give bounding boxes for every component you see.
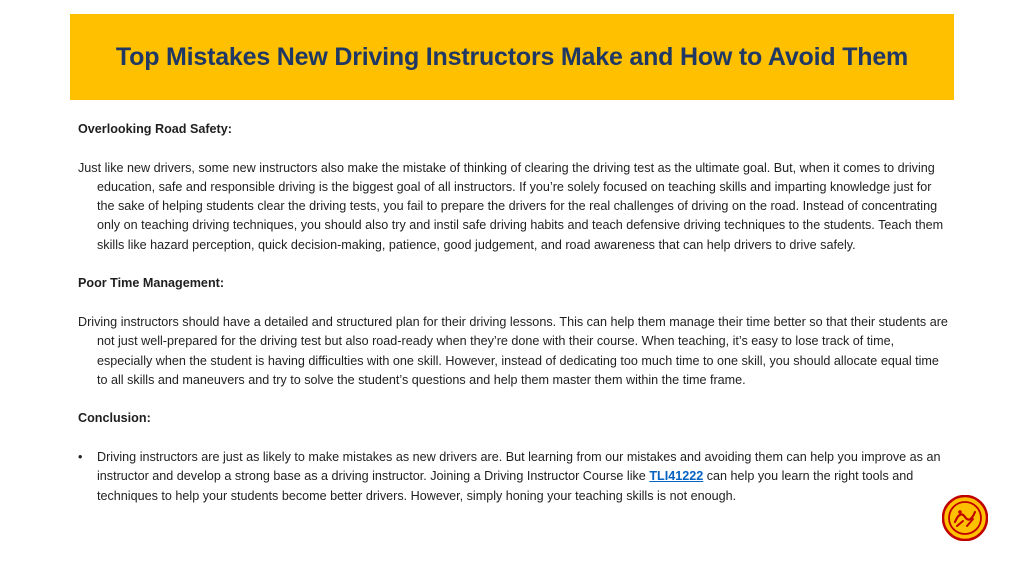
section-heading-road-safety: Overlooking Road Safety: xyxy=(78,122,232,136)
section-body-road-safety: Just like new drivers, some new instructors also make the mistake of thinking of clearing the driving test as the ultimate goal. But, when it comes to driving education, safe and responsible driving is the biggest goal of all instructors. If you’re solely focused on teaching skills and imparting knowledge just for the sake of helping students clear the driving tests, you fail to prepare the drivers for the real challenges of driving on the road. Instead of concentrating only on teaching driving techniques, you should also try and instil safe driving habits and teach defensive driving techniques to the students. Teach them skills like hazard perception, quick decision-making, patience, good judgement, and road awareness that can help drivers to drive safely. xyxy=(78,160,944,252)
slide-title: Top Mistakes New Driving Instructors Make and How to Avoid Them xyxy=(115,42,909,71)
driving-school-logo-icon xyxy=(942,495,988,541)
conclusion-text-after-link: can help you learn the right tools and techniques to help your students become better drivers. However, simply honing your teaching skills is not enough. xyxy=(97,469,914,503)
course-link[interactable]: TLI41222 xyxy=(649,469,704,484)
conclusion-bullet-item xyxy=(78,448,948,506)
conclusion-text-before-link: Driving instructors are just as likely to make mistakes as new drivers are. But learning from our mistakes and avoiding them can help you improve as an instructor and develop a strong base as a driving instructor. Joining a Driving Instructor Course like xyxy=(97,450,941,484)
title-banner xyxy=(70,14,954,100)
bullet-marker: • xyxy=(78,450,83,465)
section-body-time-management: Driving instructors should have a detailed and structured plan for their driving lessons. This can help them manage their time better so that their students are not just well-prepared for the driving test but also road-ready when they’re done with their course. When teaching, it’s easy to lose track of time, especially when the student is having difficulties with one skill. However, instead of dedicating too much time to one skill, you should allocate equal time to all skills and maneuvers and try to solve the student’s questions and help them master them within the time frame. xyxy=(78,314,948,387)
slide-content xyxy=(78,120,948,506)
section-heading-time-management: Poor Time Management: xyxy=(78,276,225,291)
conclusion-bullet-text xyxy=(97,448,948,506)
section-heading-conclusion: Conclusion: xyxy=(78,411,151,426)
